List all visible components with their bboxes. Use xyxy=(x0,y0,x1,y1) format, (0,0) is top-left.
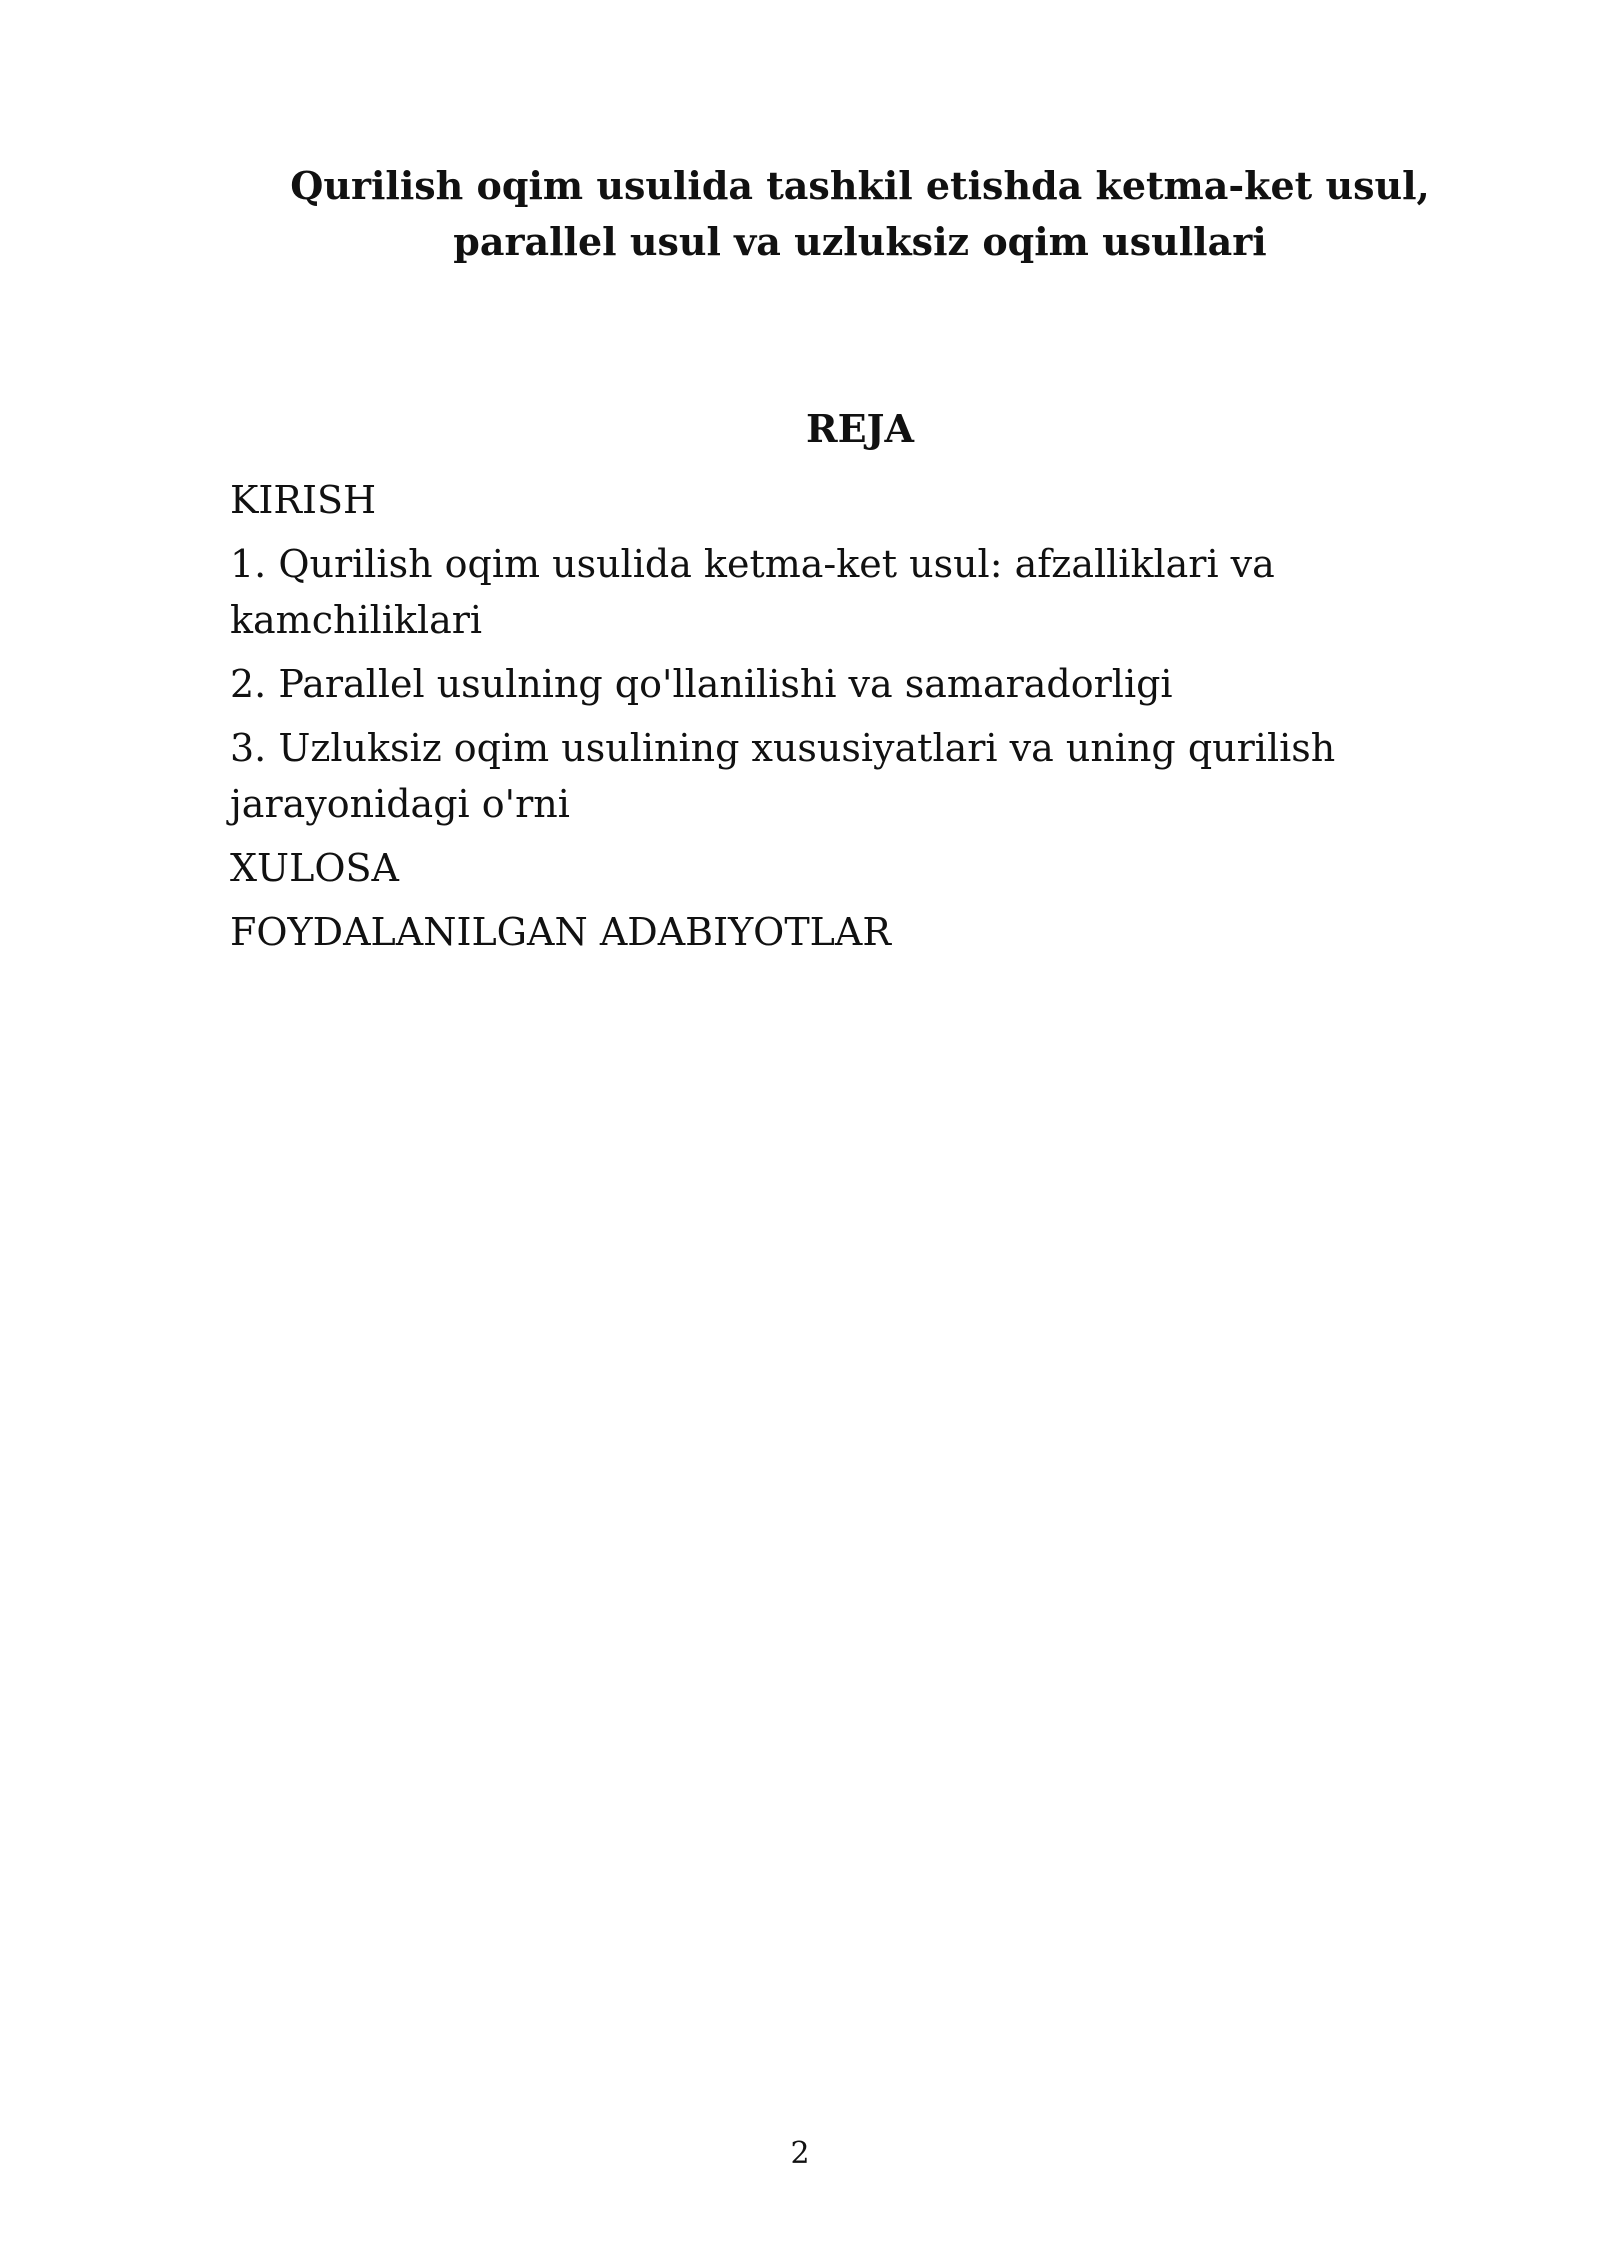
plan-item-line: jarayonidagi o'rni xyxy=(230,782,570,826)
document-title xyxy=(230,158,1490,270)
plan-item-2 xyxy=(230,656,1380,712)
plan-item-line: 3. Uzluksiz oqim usulining xususiyatlari va uning qurilish xyxy=(230,726,1336,770)
plan-item-conclusion xyxy=(230,840,1380,896)
plan-item-line: KIRISH xyxy=(230,478,377,522)
plan-item-line: 1. Qurilish oqim usulida ketma-ket usul: afzalliklari va xyxy=(230,542,1275,586)
page-number: 2 xyxy=(790,2136,810,2171)
plan-item-line: FOYDALANILGAN ADABIYOTLAR xyxy=(230,910,891,954)
plan-item-line: 2. Parallel usulning qo'llanilishi va samaradorligi xyxy=(230,662,1173,706)
document-title-line: Qurilish oqim usulida tashkil etishda ketma-ket usul, xyxy=(290,163,1430,208)
plan-item-line: XULOSA xyxy=(230,846,399,890)
plan-item-references xyxy=(230,904,1380,960)
plan-item-line: kamchiliklari xyxy=(230,598,483,642)
plan-list xyxy=(230,472,1380,968)
document-title-line: parallel usul va uzluksiz oqim usullari xyxy=(453,219,1267,264)
plan-item-3 xyxy=(230,720,1380,832)
plan-item-1 xyxy=(230,536,1380,648)
plan-heading: REJA xyxy=(805,406,914,451)
plan-item-introduction xyxy=(230,472,1380,528)
